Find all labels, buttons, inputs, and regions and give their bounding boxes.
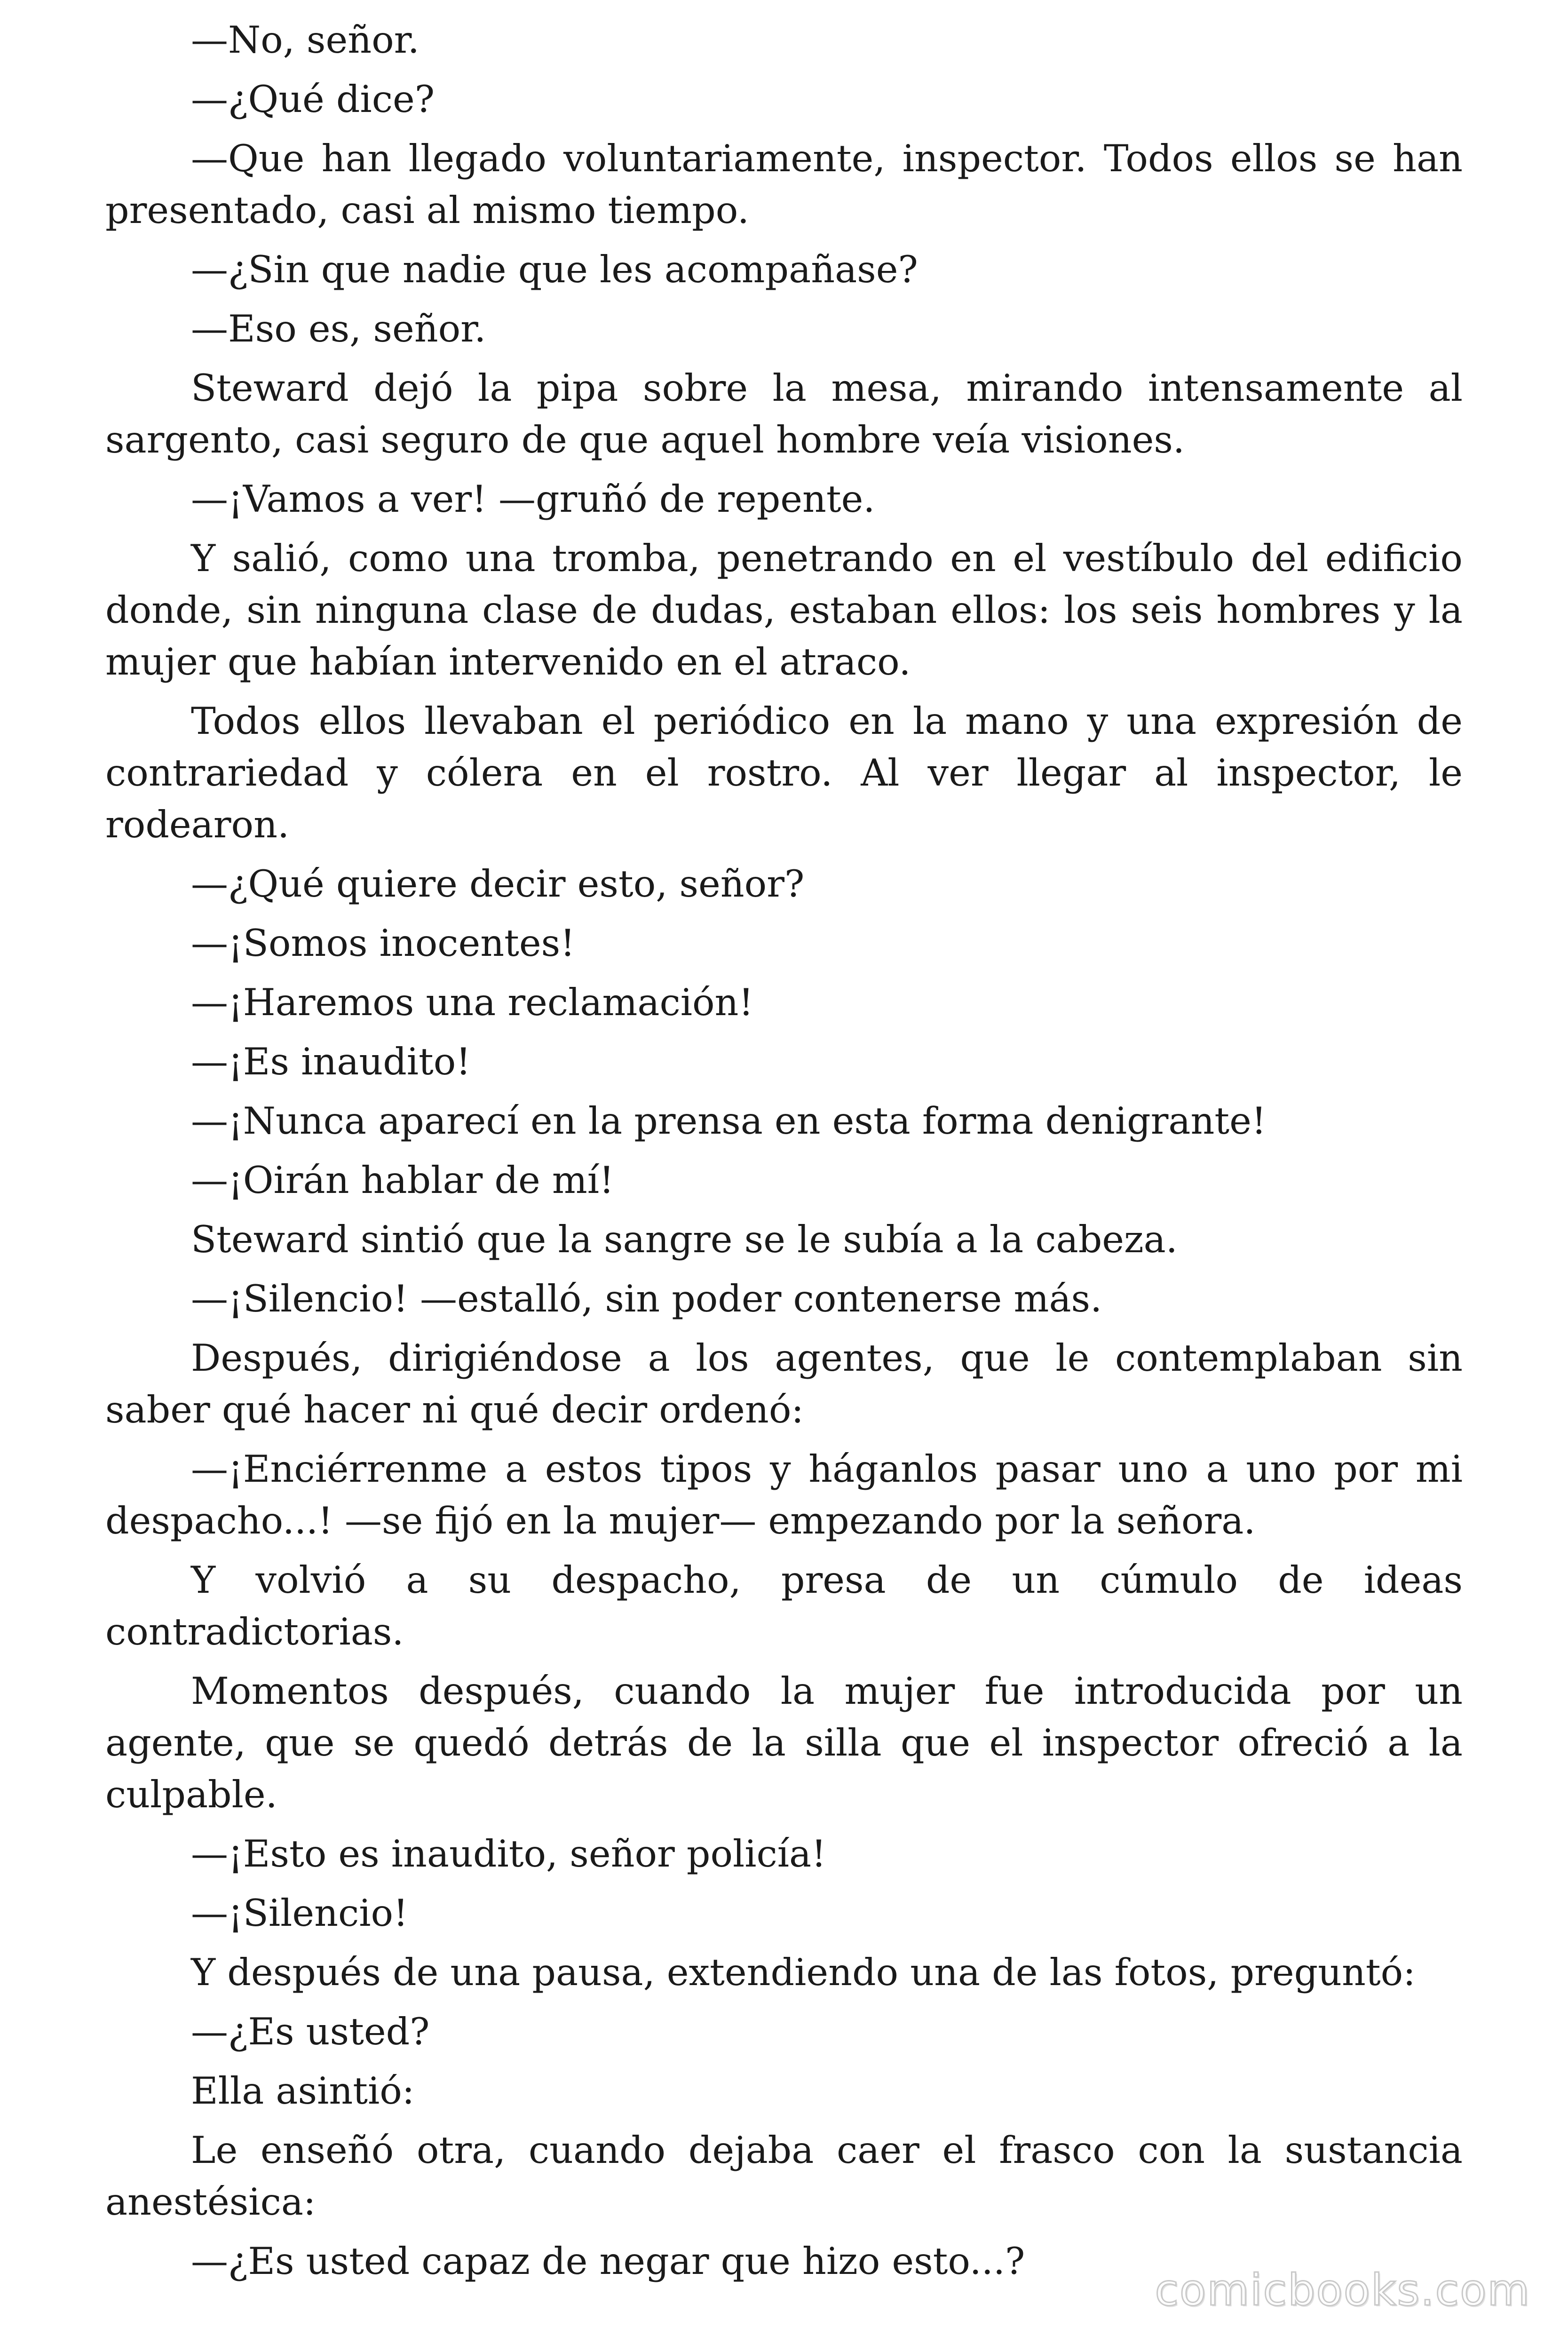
paragraph: —¿Es usted capaz de negar que hizo esto...?: [191, 2240, 1025, 2283]
paragraph: Todos ellos llevaban el periódico en la mano y una expresión de contrariedad y cólera en el rostro. Al ver llegar al inspector, le rodearon.: [105, 699, 1463, 846]
paragraph: Le enseñó otra, cuando dejaba caer el frasco con la sustancia anestésica:: [105, 2129, 1463, 2224]
paragraph: —No, señor.: [191, 18, 420, 62]
paragraph: —¡Silencio! —estalló, sin poder contenerse más.: [191, 1277, 1102, 1320]
paragraph: —¡Somos inocentes!: [191, 922, 575, 965]
paragraph: Y salió, como una tromba, penetrando en el vestíbulo del edificio donde, sin ninguna clase de dudas, estaban ellos: los seis hombres y la mujer que habían intervenido en el atraco.: [105, 537, 1463, 683]
paragraph: Steward sintió que la sangre se le subía a la cabeza.: [191, 1218, 1178, 1261]
paragraph: —Que han llegado voluntariamente, inspector. Todos ellos se han presentado, casi al mismo tiempo.: [105, 137, 1463, 232]
watermark: comicbooks.com: [1155, 2265, 1530, 2315]
paragraph: —¡Silencio!: [191, 1891, 408, 1935]
page-body: [105, 14, 1463, 2295]
paragraph: —¡Oirán hablar de mí!: [191, 1159, 614, 1202]
paragraph: —¿Sin que nadie que les acompañase?: [191, 248, 918, 291]
paragraph: —¡Vamos a ver! —gruñó de repente.: [191, 477, 875, 521]
paragraph: —Eso es, señor.: [191, 307, 486, 350]
paragraph: —¿Es usted?: [191, 2010, 430, 2053]
paragraph: —¡Enciérrenme a estos tipos y háganlos pasar uno a uno por mi despacho...! —se fijó en la mujer— empezando por la señora.: [105, 1447, 1463, 1542]
paragraph: —¡Nunca aparecí en la prensa en esta forma denigrante!: [191, 1099, 1267, 1143]
paragraph: —¡Es inaudito!: [191, 1040, 471, 1083]
paragraph: Momentos después, cuando la mujer fue introducida por un agente, que se quedó detrás de la silla que el inspector ofreció a la culpable.: [105, 1669, 1463, 1816]
paragraph: —¿Qué dice?: [191, 78, 435, 121]
paragraph: Y volvió a su despacho, presa de un cúmulo de ideas contradictorias.: [105, 1558, 1463, 1653]
paragraph: —¿Qué quiere decir esto, señor?: [191, 862, 805, 906]
paragraph: Ella asintió:: [191, 2069, 415, 2113]
paragraph: —¡Esto es inaudito, señor policía!: [191, 1832, 826, 1875]
paragraph: Y después de una pausa, extendiendo una de las fotos, preguntó:: [191, 1951, 1416, 1994]
paragraph: —¡Haremos una reclamación!: [191, 981, 754, 1024]
paragraph: Steward dejó la pipa sobre la mesa, mirando intensamente al sargento, casi seguro de que aquel hombre veía visiones.: [105, 366, 1463, 461]
paragraph: Después, dirigiéndose a los agentes, que le contemplaban sin saber qué hacer ni qué decir ordenó:: [105, 1336, 1463, 1431]
